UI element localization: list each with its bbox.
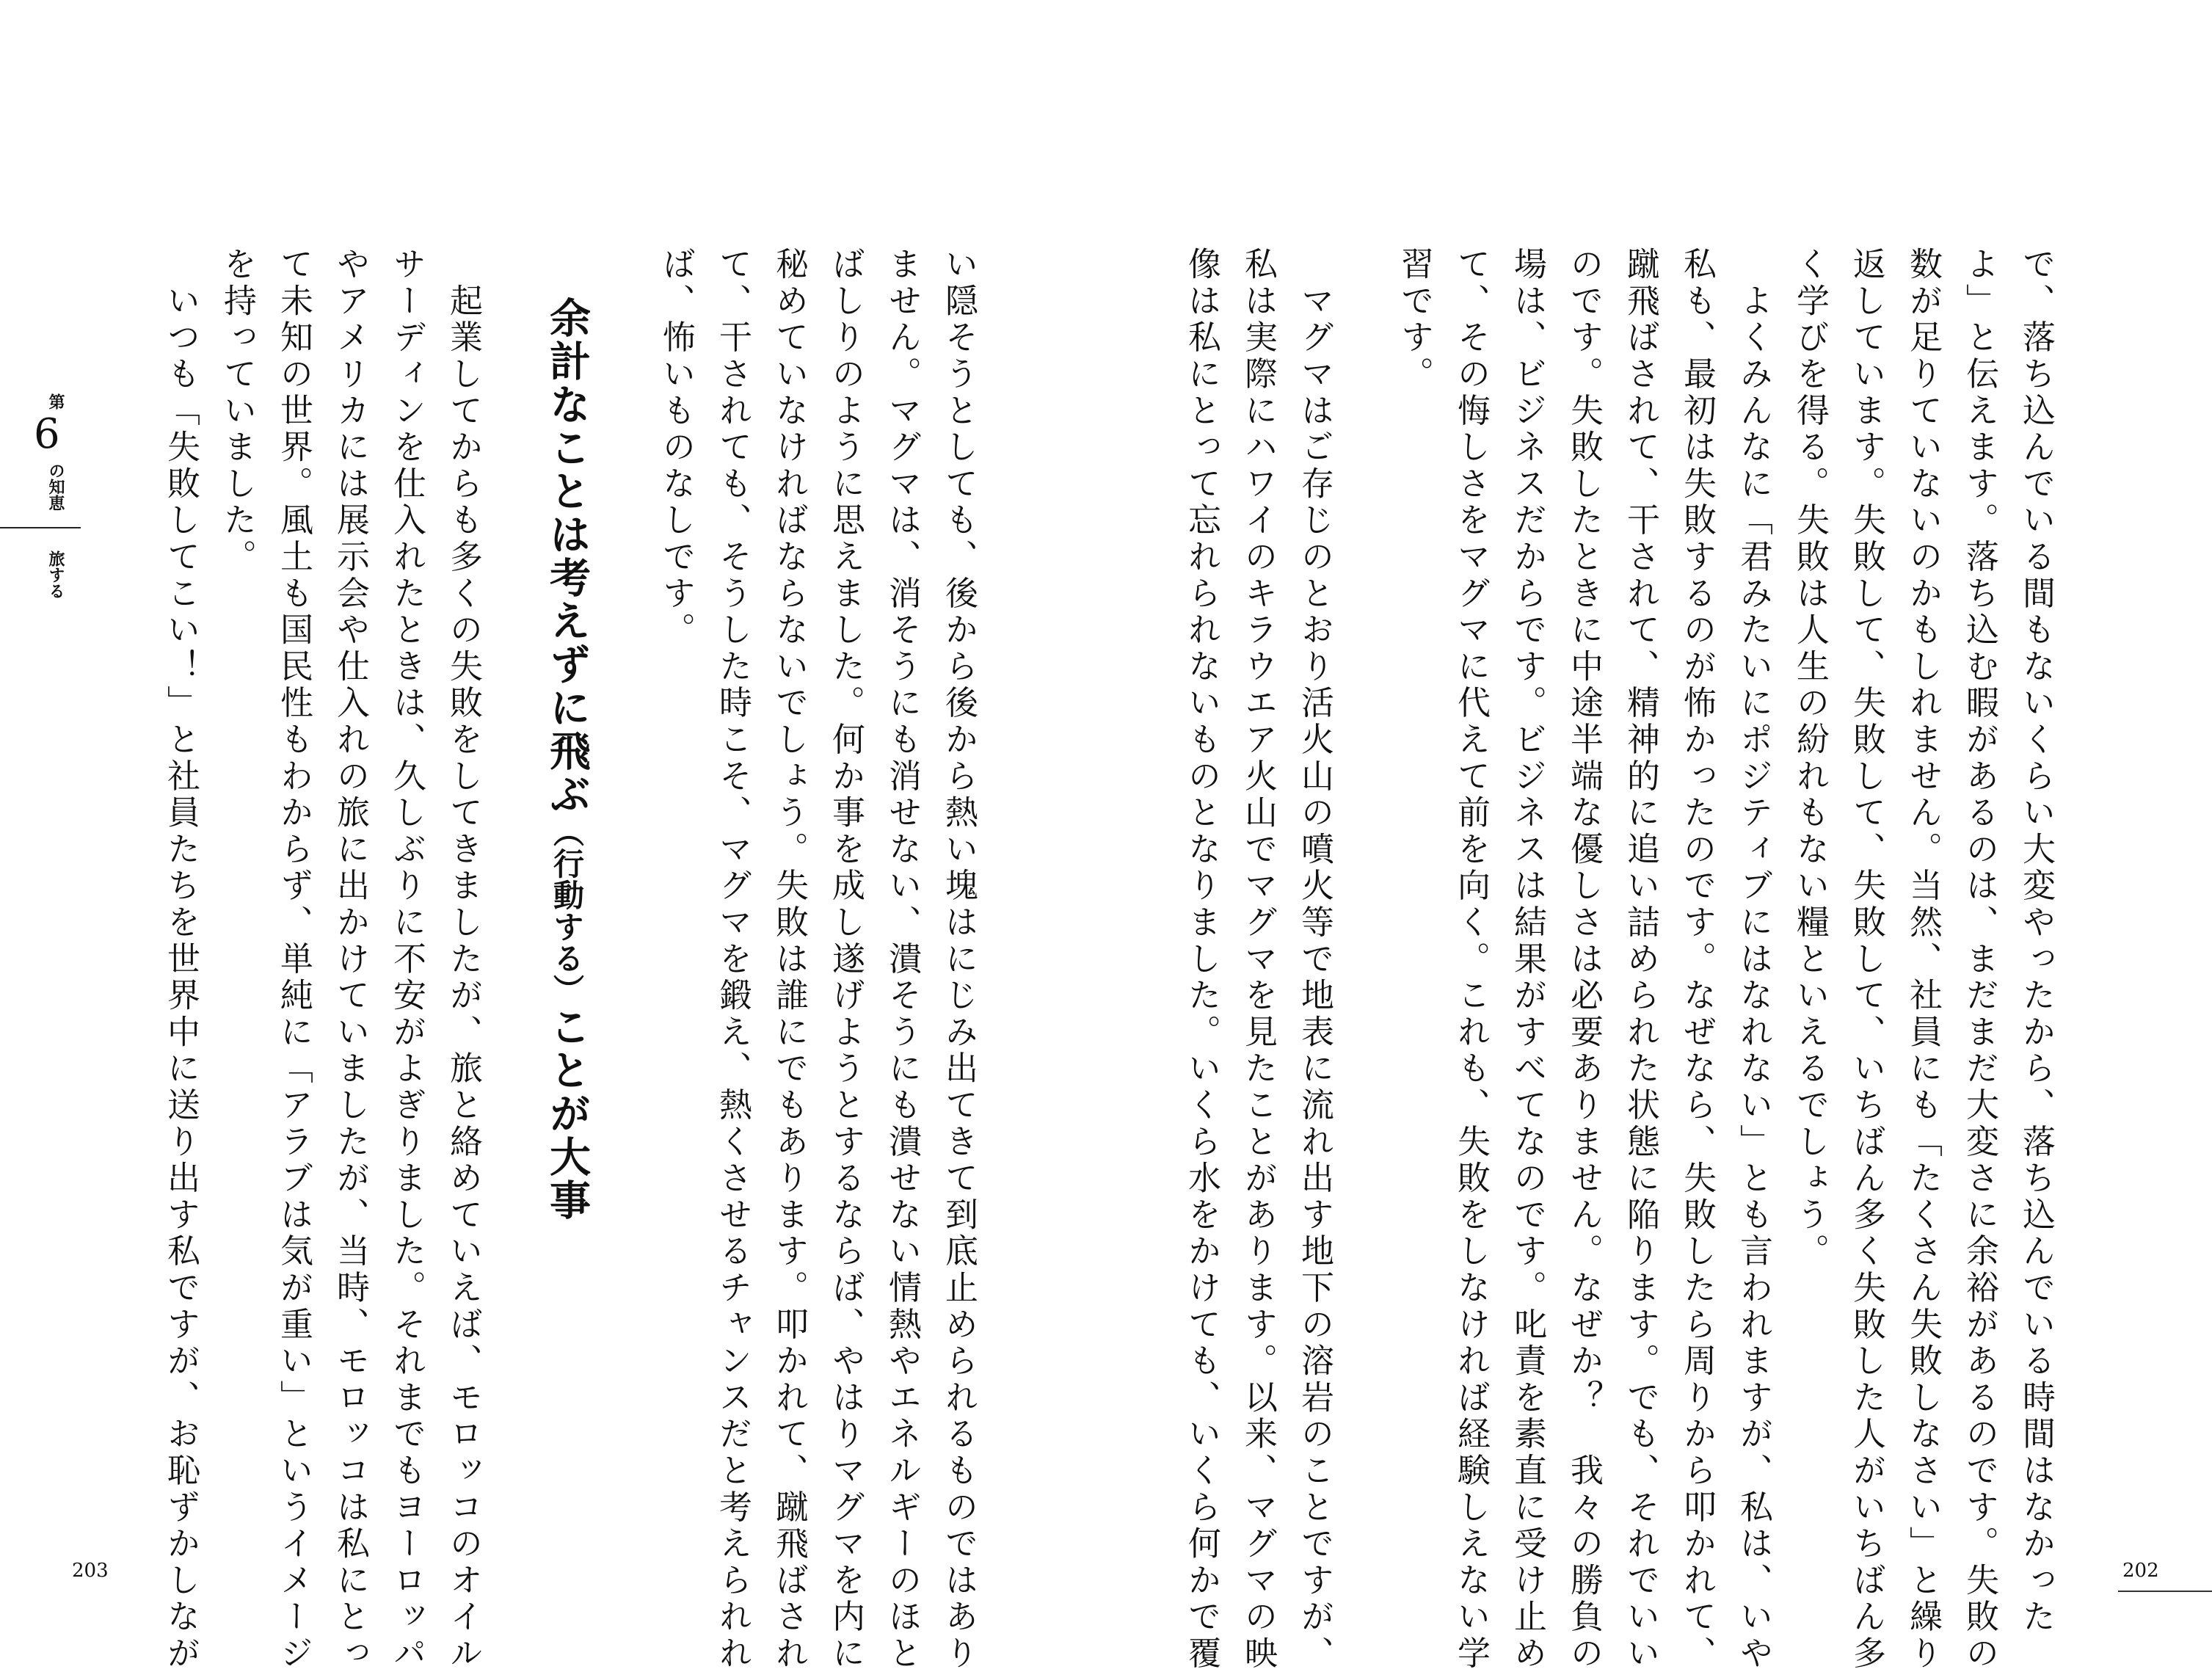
chapter-label-suffix: の知恵 [46, 462, 65, 511]
chapter-tab-divider [0, 527, 81, 528]
heading-parenthetical: （行動する） [549, 816, 585, 1006]
folio-underline [2118, 1591, 2212, 1592]
left-page-body-text: 起業してからも多くの失敗をしてきましたが、旅と絡めていえば、モロッコのオイル サーディンを仕入れたときは、久しぶりに不安がよぎりました。それまでもヨーロッパ やアメリカには展示会や仕入れの旅に出かけていましたが、当時、モロッコは私にとっ て未知の世界。風土も国民性もわからず、単純に「アラブは気が重い」というイメージ を持っていました。 いつも「失敗してこい！」と社員たちを世界中に送り出す私ですが、お恥ずかしなが [161, 247, 483, 1672]
heading-tail: ことが大事 [543, 1006, 591, 1222]
page-number-left: 203 [72, 1560, 109, 1582]
heading-main: 余計なことは考えずに飛ぶ [543, 297, 591, 816]
right-page-body-text: で、落ち込んでいる間もないくらい大変やったから、落ち込んでいる時間はなかった よ」と伝えます。落ち込む暇があるのは、まだまだ大変さに余裕があるのです。失敗の 数が足りていないのかもしれません。当然、社員にも「たくさん失敗しなさい」と繰り 返しています。失敗して、失敗して、失敗して、いちばん多く失敗した人がいちばん多 く学びを得る。失敗は人生の紛れもない糧といえるでしょう。 よくみんなに「君みたいにポジティブにはなれない」とも言われますが、私は、いや 私も、最初は失敗するのが怖かったのです。なぜなら、失敗したら周りから叩かれて、 蹴飛ばされて、干されて、精神的に追い詰められた状態に陥ります。でも、それでいい のです。失敗したときに中途半端な優しさは必要ありません。なぜか？ 我々の勝負の 場は、ビジネスだからです。ビジネスは結果がすべてなのです。叱責を素直に受け止め て、その悔しさをマグマに代えて前を向く。これも、失敗をしなければ経験しえない学 習です。 [1395, 247, 2056, 1672]
page-number-right: 202 [2122, 1560, 2159, 1582]
chapter-title: 旅する [46, 550, 65, 599]
chapter-tab [0, 382, 81, 631]
chapter-label-prefix: 第 [46, 393, 65, 410]
chapter-number: 6 [34, 410, 60, 458]
section-heading [530, 297, 596, 1324]
left-page-continuation-text: い隠そうとしても、後から後から熱い塊はにじみ出てきて到底止められるものではあり ません。マグマは、消そうにも消せない、潰そうにも潰せない情熱やエネルギーのほと ばしりのように思えました。何か事を成し遂げようとするならば、やはりマグマを内に 秘めていなければならないでしょう。失敗は誰にでもあります。叩かれて、蹴飛ばされ て、干されても、そうした時こそ、マグマを鍛え、熱くさせるチャンスだと考えられれ ば、怖いものなしです。 [657, 247, 978, 1672]
right-page-magma-paragraph: マグマはご存じのとおり活火山の噴火等で地表に流れ出す地下の溶岩のことですが、 私は実際にハワイのキラウエア火山でマグマを見たことがあります。以来、マグマの映 像は私にとって忘れられないものとなりました。いくら水をかけても、いくら何かで覆 [1182, 247, 1334, 1672]
